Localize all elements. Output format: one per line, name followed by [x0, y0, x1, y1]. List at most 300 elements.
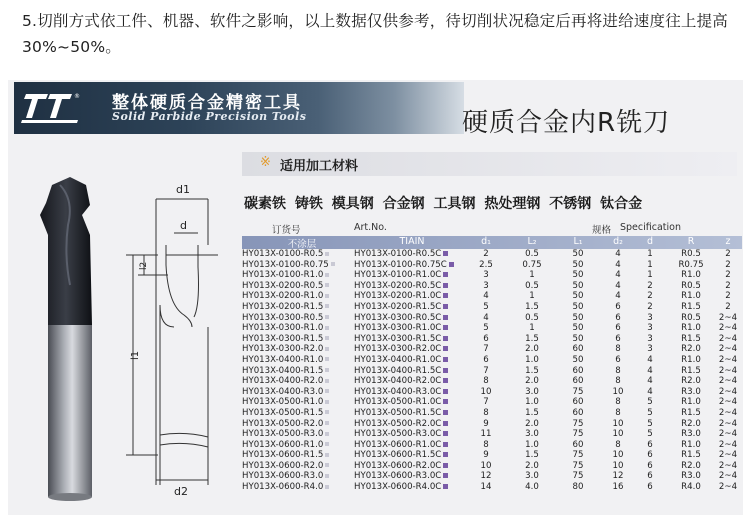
- d1-cell-wrap: [472, 387, 500, 398]
- l1-cell-wrap: [564, 355, 592, 366]
- art-no-cell-wrap: [354, 302, 466, 313]
- art-no-cell: HY013X-0600-R4.0C: [354, 482, 442, 493]
- d2-cell-wrap: [606, 482, 630, 493]
- order-no-cell-wrap: [242, 313, 350, 324]
- r-cell: R0.5: [681, 249, 701, 259]
- l2-cell-wrap: [518, 334, 546, 345]
- table-row: [242, 291, 742, 302]
- coating-marker-icon: [443, 283, 448, 288]
- coating-marker-icon: [443, 336, 448, 341]
- coating-marker-icon: [443, 293, 448, 298]
- note-section: [0, 0, 750, 80]
- l2-cell-wrap: [518, 461, 546, 472]
- d-cell: 6: [647, 460, 653, 471]
- art-no-cell-wrap: [354, 408, 466, 419]
- materials-list: 碳素铁 铸铁 模具钢 合金钢 工具钢 热处理钢 不锈钢 钛合金: [244, 196, 643, 212]
- order-no-cell-wrap: [242, 419, 350, 430]
- d2-cell: 10: [612, 450, 624, 461]
- d1-cell: 7: [483, 397, 489, 408]
- d1-cell: 2: [483, 249, 489, 259]
- d2-cell: 4: [615, 291, 621, 302]
- table-row: [242, 313, 742, 324]
- l2-cell: 1: [529, 291, 535, 302]
- marker-icon: [325, 368, 329, 372]
- r-cell-wrap: [674, 260, 708, 271]
- marker-icon: [325, 453, 329, 457]
- d1-cell-wrap: [472, 471, 500, 482]
- d1-cell: 3: [483, 280, 489, 291]
- marker-icon: [325, 463, 329, 467]
- d2-cell-wrap: [606, 397, 630, 408]
- d2-cell-wrap: [606, 334, 630, 345]
- z-cell-wrap: [716, 471, 740, 482]
- r-cell-wrap: [674, 249, 708, 260]
- art-no-cell: HY013X-0600-R1.0C: [354, 439, 442, 450]
- z-cell-wrap: [716, 429, 740, 440]
- l1-cell-wrap: [564, 387, 592, 398]
- order-no-cell-wrap: [242, 376, 350, 387]
- art-no-cell-wrap: [354, 461, 466, 472]
- coating-marker-icon: [443, 473, 448, 478]
- r-cell-wrap: [674, 270, 708, 281]
- label-d: d: [180, 219, 187, 232]
- l2-cell: 1.0: [525, 439, 539, 450]
- z-cell: 2: [725, 270, 731, 281]
- order-no-cell-wrap: [242, 397, 350, 408]
- l2-cell: 2.0: [525, 376, 539, 387]
- z-cell-wrap: [716, 450, 740, 461]
- art-no-cell-wrap: [354, 291, 466, 302]
- d1-cell: 12: [480, 471, 492, 482]
- d2-cell-wrap: [606, 355, 630, 366]
- table-row: [242, 471, 742, 482]
- l2-cell-wrap: [518, 323, 546, 334]
- spec-table: [242, 222, 742, 493]
- l2-cell: 2.0: [525, 344, 539, 355]
- z-cell-wrap: [716, 397, 740, 408]
- d2-cell: 6: [615, 323, 621, 334]
- z-cell: 2~4: [718, 323, 738, 334]
- header-l1: L₁: [573, 236, 583, 247]
- d1-cell: 6: [483, 354, 489, 365]
- d2-cell-wrap: [606, 450, 630, 461]
- r-cell: R1.0: [681, 270, 701, 281]
- d2-cell-wrap: [606, 344, 630, 355]
- art-no-cell-wrap: [354, 249, 466, 260]
- table-header-row-2: [242, 236, 742, 249]
- l1-cell: 50: [572, 333, 584, 344]
- d-cell-wrap: [638, 355, 662, 366]
- art-no-cell: HY013X-0300-R2.0C: [354, 344, 442, 355]
- l1-cell-wrap: [564, 260, 592, 271]
- table-row: [242, 450, 742, 461]
- marker-icon: [325, 389, 329, 393]
- table-row: [242, 429, 742, 440]
- brand-name-cn: 整体硬质合金精密工具: [112, 93, 302, 113]
- l2-cell: 0.5: [525, 249, 539, 259]
- order-no-cell-wrap: [242, 450, 350, 461]
- l1-cell: 50: [572, 280, 584, 291]
- table-body: [242, 249, 742, 493]
- art-no-cell: HY013X-0400-R1.0C: [354, 354, 442, 365]
- label-l2: l2: [139, 261, 149, 270]
- order-no-cell: HY013X-0600-R4.0: [242, 482, 324, 493]
- r-cell-wrap: [674, 440, 708, 451]
- l1-cell-wrap: [564, 281, 592, 292]
- d-cell: 6: [647, 439, 653, 450]
- d1-cell-wrap: [472, 461, 500, 472]
- r-cell: R2.0: [681, 376, 701, 387]
- order-no-cell: HY013X-0500-R3.0: [242, 429, 324, 440]
- materials-heading: 适用加工材料: [280, 159, 359, 174]
- order-no-cell: HY013X-0300-R1.5: [242, 333, 324, 344]
- r-cell: R0.75: [678, 259, 704, 270]
- table-row: [242, 334, 742, 345]
- art-no-cell-wrap: [354, 429, 466, 440]
- marker-icon: [325, 421, 329, 425]
- order-no-cell: HY013X-0500-R1.0: [242, 397, 324, 408]
- l2-cell-wrap: [518, 291, 546, 302]
- header-z: z: [725, 236, 731, 247]
- d-cell: 1: [647, 259, 653, 270]
- cutting-note: 5.切削方式依工件、机器、软件之影响，以上数据仅供参考，待切削状况稳定后再将进给速度往上提高30%~50%。: [22, 12, 728, 56]
- l1-cell-wrap: [564, 408, 592, 419]
- z-cell: 2~4: [718, 418, 738, 429]
- marker-icon: [325, 283, 329, 287]
- d2-cell-wrap: [606, 366, 630, 377]
- r-cell-wrap: [674, 302, 708, 313]
- order-no-cell: HY013X-0500-R2.0: [242, 418, 324, 429]
- z-cell-wrap: [716, 419, 740, 430]
- d1-cell-wrap: [472, 429, 500, 440]
- d1-cell: 8: [483, 407, 489, 418]
- art-no-cell: HY013X-0400-R1.5C: [354, 365, 442, 376]
- z-cell-wrap: [716, 291, 740, 302]
- l1-cell-wrap: [564, 249, 592, 260]
- table-row: [242, 344, 742, 355]
- l2-cell: 0.75: [522, 259, 542, 270]
- r-cell: R1.0: [681, 354, 701, 365]
- order-no-cell: HY013X-0300-R1.0: [242, 323, 324, 334]
- z-cell-wrap: [716, 260, 740, 271]
- d2-cell-wrap: [606, 461, 630, 472]
- art-no-cell: HY013X-0600-R2.0C: [354, 460, 442, 471]
- l1-cell: 60: [572, 439, 584, 450]
- r-cell: R2.0: [681, 344, 701, 355]
- r-cell: R1.5: [681, 333, 701, 344]
- z-cell-wrap: [716, 281, 740, 292]
- order-no-cell-wrap: [242, 270, 350, 281]
- d-cell-wrap: [638, 376, 662, 387]
- order-no-cell-wrap: [242, 408, 350, 419]
- d-cell: 5: [647, 407, 653, 418]
- d1-cell-wrap: [472, 291, 500, 302]
- d2-cell-wrap: [606, 440, 630, 451]
- l2-cell-wrap: [518, 450, 546, 461]
- d2-cell-wrap: [606, 471, 630, 482]
- r-cell: R1.0: [681, 397, 701, 408]
- d-cell-wrap: [638, 291, 662, 302]
- d-cell: 6: [647, 450, 653, 461]
- z-cell: 2~4: [718, 460, 738, 471]
- d-cell-wrap: [638, 429, 662, 440]
- l1-cell-wrap: [564, 366, 592, 377]
- dimension-drawing: [126, 199, 218, 485]
- coating-marker-icon: [443, 357, 448, 362]
- d-cell: 3: [647, 323, 653, 334]
- d-cell-wrap: [638, 461, 662, 472]
- r-cell-wrap: [674, 482, 708, 493]
- art-no-cell-wrap: [354, 270, 466, 281]
- order-no-cell-wrap: [242, 471, 350, 482]
- l2-cell: 1: [529, 323, 535, 334]
- order-no-cell: HY013X-0600-R1.5: [242, 450, 324, 461]
- coating-marker-icon: [443, 315, 448, 320]
- z-cell: 2~4: [718, 312, 738, 323]
- d2-cell-wrap: [606, 376, 630, 387]
- order-no-cell-wrap: [242, 249, 350, 260]
- l2-cell: 0.5: [525, 312, 539, 323]
- d-cell: 2: [647, 291, 653, 302]
- l2-cell: 1.5: [525, 450, 539, 461]
- header-l2: L₂: [527, 236, 537, 247]
- d2-cell-wrap: [606, 387, 630, 398]
- marker-icon: [325, 304, 329, 308]
- z-cell: 2~4: [718, 429, 738, 440]
- marker-icon: [331, 262, 335, 266]
- art-no-cell: HY013X-0500-R2.0C: [354, 418, 442, 429]
- d1-cell: 4: [483, 291, 489, 302]
- d1-cell: 10: [480, 460, 492, 471]
- art-no-cell-wrap: [354, 450, 466, 461]
- marker-icon: [325, 474, 329, 478]
- d-cell-wrap: [638, 366, 662, 377]
- header-d1: d₁: [481, 236, 491, 247]
- d-cell: 5: [647, 429, 653, 440]
- l2-cell: 1.0: [525, 354, 539, 365]
- l1-cell: 50: [572, 270, 584, 281]
- d1-cell: 9: [483, 418, 489, 429]
- header-tiain: TIAIN: [399, 236, 425, 247]
- art-no-cell: HY013X-0300-R1.5C: [354, 333, 442, 344]
- order-no-cell-wrap: [242, 387, 350, 398]
- order-no-cell: HY013X-0200-R1.0: [242, 291, 324, 302]
- art-no-cell-wrap: [354, 482, 466, 493]
- z-cell-wrap: [716, 461, 740, 472]
- d1-cell: 8: [483, 376, 489, 387]
- order-no-cell-wrap: [242, 366, 350, 377]
- header-spec-en: Specification: [620, 222, 681, 233]
- d2-cell: 8: [615, 407, 621, 418]
- l1-cell-wrap: [564, 429, 592, 440]
- d-cell-wrap: [638, 302, 662, 313]
- d-cell-wrap: [638, 419, 662, 430]
- l2-cell: 1.5: [525, 301, 539, 312]
- r-cell-wrap: [674, 397, 708, 408]
- art-no-cell: HY013X-0100-R0.75C: [354, 259, 447, 270]
- art-no-cell-wrap: [354, 471, 466, 482]
- art-no-cell: HY013X-0500-R3.0C: [354, 429, 442, 440]
- d2-cell-wrap: [606, 260, 630, 271]
- l1-cell: 75: [572, 429, 584, 440]
- r-cell: R3.0: [681, 386, 701, 397]
- brand-logo-icon: [20, 88, 82, 128]
- l1-cell-wrap: [564, 270, 592, 281]
- r-cell-wrap: [674, 461, 708, 472]
- d2-cell-wrap: [606, 291, 630, 302]
- l2-cell-wrap: [518, 249, 546, 260]
- coating-marker-icon: [443, 399, 448, 404]
- d-cell: 4: [647, 365, 653, 376]
- d2-cell: 8: [615, 376, 621, 387]
- r-cell-wrap: [674, 419, 708, 430]
- d-cell: 4: [647, 386, 653, 397]
- marker-icon: [325, 432, 329, 436]
- l2-cell-wrap: [518, 281, 546, 292]
- order-no-cell: HY013X-0100-R1.0: [242, 270, 324, 281]
- r-cell-wrap: [674, 313, 708, 324]
- order-no-cell: HY013X-0200-R0.5: [242, 280, 324, 291]
- art-no-cell-wrap: [354, 366, 466, 377]
- d1-cell: 6: [483, 333, 489, 344]
- table-row: [242, 302, 742, 313]
- l2-cell: 1.5: [525, 333, 539, 344]
- d1-cell-wrap: [472, 323, 500, 334]
- z-cell-wrap: [716, 366, 740, 377]
- marker-icon: [325, 379, 329, 383]
- header-order-no: 订货号: [272, 225, 301, 236]
- art-no-cell-wrap: [354, 376, 466, 387]
- art-no-cell: HY013X-0600-R3.0C: [354, 471, 442, 482]
- l2-cell-wrap: [518, 313, 546, 324]
- d2-cell: 8: [615, 365, 621, 376]
- z-cell-wrap: [716, 344, 740, 355]
- art-no-cell-wrap: [354, 355, 466, 366]
- z-cell-wrap: [716, 482, 740, 493]
- l2-cell-wrap: [518, 397, 546, 408]
- order-no-cell-wrap: [242, 344, 350, 355]
- order-no-cell-wrap: [242, 302, 350, 313]
- art-no-cell: HY013X-0300-R0.5C: [354, 312, 442, 323]
- d1-cell-wrap: [472, 376, 500, 387]
- l2-cell-wrap: [518, 302, 546, 313]
- registered-mark: ®: [74, 93, 80, 100]
- l1-cell: 60: [572, 407, 584, 418]
- table-row: [242, 461, 742, 472]
- z-cell: 2~4: [718, 450, 738, 461]
- marker-icon: [325, 294, 329, 298]
- table-row: [242, 440, 742, 451]
- d1-cell-wrap: [472, 440, 500, 451]
- marker-icon: [325, 442, 329, 446]
- z-cell: 2: [725, 301, 731, 312]
- art-no-cell: HY013X-0100-R1.0C: [354, 270, 442, 281]
- z-cell: 2: [725, 249, 731, 259]
- d2-cell: 4: [615, 270, 621, 281]
- d2-cell: 4: [615, 280, 621, 291]
- z-cell-wrap: [716, 270, 740, 281]
- art-no-cell-wrap: [354, 344, 466, 355]
- d-cell: 3: [647, 333, 653, 344]
- l1-cell-wrap: [564, 302, 592, 313]
- d2-cell-wrap: [606, 323, 630, 334]
- art-no-cell: HY013X-0600-R1.5C: [354, 450, 442, 461]
- table-row: [242, 376, 742, 387]
- coating-marker-icon: [443, 431, 448, 436]
- d-cell: 6: [647, 482, 653, 493]
- order-no-cell: HY013X-0100-R0.5: [242, 249, 324, 259]
- art-no-cell-wrap: [354, 260, 466, 271]
- z-cell-wrap: [716, 302, 740, 313]
- art-no-cell-wrap: [354, 419, 466, 430]
- d2-cell: 12: [612, 471, 624, 482]
- order-no-cell-wrap: [242, 440, 350, 451]
- art-no-cell: HY013X-0500-R1.5C: [354, 407, 442, 418]
- d2-cell: 4: [615, 249, 621, 259]
- d2-cell-wrap: [606, 419, 630, 430]
- brand-name-en: Solid Parbide Precision Tools: [112, 110, 307, 123]
- order-no-cell: HY013X-0400-R1.5: [242, 365, 324, 376]
- d2-cell: 10: [612, 429, 624, 440]
- l2-cell: 3.0: [525, 471, 539, 482]
- z-cell: 2: [725, 291, 731, 302]
- d1-cell: 2.5: [479, 259, 493, 270]
- r-cell-wrap: [674, 291, 708, 302]
- marker-icon: [325, 357, 329, 361]
- l1-cell: 75: [572, 450, 584, 461]
- marker-icon: [325, 315, 329, 319]
- d1-cell: 10: [480, 386, 492, 397]
- order-no-cell: HY013X-0400-R3.0: [242, 386, 324, 397]
- r-cell-wrap: [674, 408, 708, 419]
- d-cell: 3: [647, 312, 653, 323]
- z-cell: 2~4: [718, 482, 738, 493]
- z-cell-wrap: [716, 313, 740, 324]
- d-cell: 4: [647, 354, 653, 365]
- l1-cell: 60: [572, 344, 584, 355]
- d1-cell: 7: [483, 365, 489, 376]
- d1-cell-wrap: [472, 270, 500, 281]
- coating-marker-icon: [443, 421, 448, 426]
- d-cell-wrap: [638, 387, 662, 398]
- header-d: d: [646, 236, 654, 247]
- d2-cell-wrap: [606, 408, 630, 419]
- order-no-cell: HY013X-0600-R1.0: [242, 439, 324, 450]
- d-cell-wrap: [638, 408, 662, 419]
- d-cell-wrap: [638, 471, 662, 482]
- d1-cell-wrap: [472, 260, 500, 271]
- z-cell-wrap: [716, 249, 740, 260]
- d2-cell-wrap: [606, 281, 630, 292]
- r-cell: R1.5: [681, 365, 701, 376]
- coating-marker-icon: [443, 368, 448, 373]
- order-no-cell-wrap: [242, 291, 350, 302]
- l2-cell-wrap: [518, 482, 546, 493]
- order-no-cell-wrap: [242, 323, 350, 334]
- d-cell-wrap: [638, 482, 662, 493]
- d2-cell: 6: [615, 312, 621, 323]
- d-cell-wrap: [638, 440, 662, 451]
- l2-cell-wrap: [518, 408, 546, 419]
- art-no-cell: HY013X-0100-R0.5C: [354, 249, 442, 259]
- art-no-cell-wrap: [354, 440, 466, 451]
- z-cell-wrap: [716, 440, 740, 451]
- z-cell: 2~4: [718, 439, 738, 450]
- d1-cell: 5: [483, 323, 489, 334]
- r-cell: R1.5: [681, 407, 701, 418]
- l2-cell-wrap: [518, 355, 546, 366]
- l1-cell-wrap: [564, 313, 592, 324]
